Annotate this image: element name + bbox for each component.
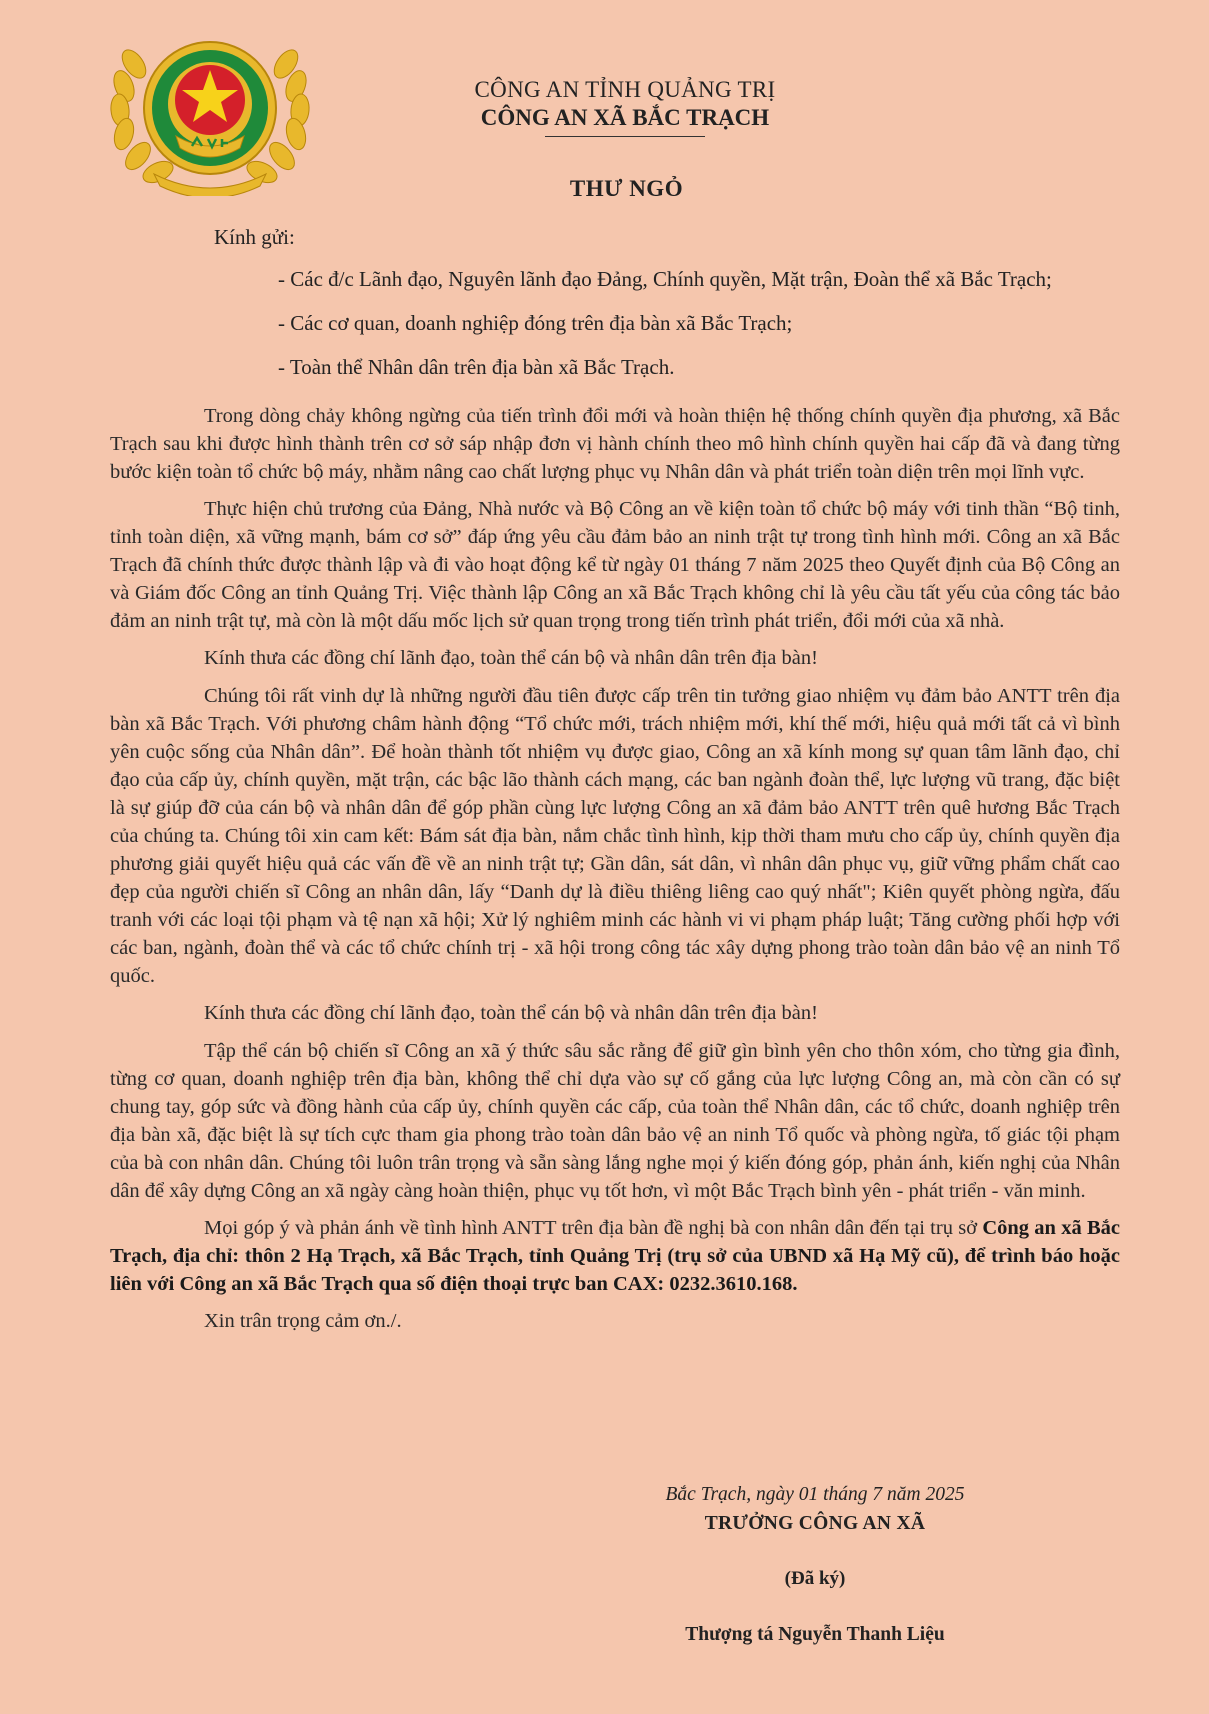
body-paragraph: Trong dòng chảy không ngừng của tiến trình đổi mới và hoàn thiện hệ thống chính quyền địa phương, xã Bắc Trạch sau khi được hình thành trên cơ sở sáp nhập đơn vị hành chính theo mô hình chính quyền hai cấp đã và đang từng bước kiện toàn tổ chức bộ máy, nhằm nâng cao chất lượng phục vụ Nhân dân và phát triển toàn diện trên mọi lĩnh vực. (110, 405, 1120, 483)
org-name: CÔNG AN XÃ BẮC TRẠCH (480, 105, 770, 130)
salutation-paragraph: Kính thưa các đồng chí lãnh đạo, toàn thể cán bộ và nhân dân trên địa bàn! (204, 647, 818, 669)
body-paragraph: Thực hiện chủ trương của Đảng, Nhà nước và Bộ Công an về kiện toàn tổ chức bộ máy với tinh thần “Bộ tinh, tỉnh toàn diện, xã vững mạnh, bám cơ sở” đáp ứng yêu cầu đảm bảo an ninh trật tự trong tình hình mới. Công an xã Bắc Trạch đã chính thức được thành lập và đi vào hoạt động kể từ ngày 01 tháng 7 năm 2025 theo Quyết định của Bộ Công an và Giám đốc Công an tỉnh Quảng Trị. Việc thành lập Công an xã Bắc Trạch không chỉ là yêu cầu tất yếu của công tác bảo đảm an ninh trật tự, mà còn là một dấu mốc lịch sử quan trọng trong tiến trình phát triển, đổi mới của xã nhà. (110, 498, 1120, 632)
police-emblem-icon (104, 24, 316, 196)
letter-body (110, 402, 1120, 1344)
org-parent: CÔNG AN TỈNH QUẢNG TRỊ (474, 77, 776, 102)
document-title: THƯ NGỎ (569, 176, 684, 201)
contact-details: Công an xã Bắc Trạch, địa chỉ: thôn 2 Hạ Trạch, xã Bắc Trạch, tỉnh Quảng Trị (trụ sở của UBND xã Hạ Mỹ cũ), để trình báo hoặc liên với Công an xã Bắc Trạch qua số điện thoại trực ban CAX: 0232.3610.168. (110, 1217, 1120, 1295)
body-paragraph: Chúng tôi rất vinh dự là những người đầu tiên được cấp trên tin tưởng giao nhiệm vụ đảm bảo ANTT trên địa bàn xã Bắc Trạch. Với phương châm hành động “Tổ chức mới, trách nhiệm mới, khí thế mới, hiệu quả mới tất cả vì bình yên cuộc sống của Nhân dân”. Để hoàn thành tốt nhiệm vụ được giao, Công an xã kính mong sự quan tâm lãnh đạo, chỉ đạo của cấp ủy, chính quyền, mặt trận, các bậc lão thành cách mạng, các ban ngành đoàn thể, lực lượng vũ trang, đặc biệt là sự giúp đỡ của cán bộ và nhân dân để góp phần cùng lực lượng Công an xã đảm bảo ANTT trên quê hương Bắc Trạch của chúng ta. Chúng tôi xin cam kết: Bám sát địa bàn, nắm chắc tình hình, kịp thời tham mưu cho cấp ủy, chính quyền địa phương giải quyết hiệu quả các vấn đề về an ninh trật tự; Gần dân, sát dân, vì nhân dân phục vụ, giữ vững phẩm chất cao đẹp của người chiến sĩ Công an nhân dân, lấy “Danh dự là điều thiêng liêng cao quý nhất"; Kiên quyết phòng ngừa, đấu tranh với các loại tội phạm và tệ nạn xã hội; Xử lý nghiêm minh các hành vi vi phạm pháp luật; Tăng cường phối hợp với các ban, ngành, đoàn thể và các tổ chức chính trị - xã hội trong công tác xây dựng phong trào toàn dân bảo vệ an ninh Tổ quốc. (110, 685, 1120, 987)
document-header (400, 76, 850, 137)
header-divider (545, 136, 705, 137)
recipient-list (278, 267, 1052, 399)
contact-lead: Mọi góp ý và phản ánh về tình hình ANTT trên địa bàn đề nghị bà con nhân dân đến tại trụ sở (204, 1217, 983, 1239)
recipient-item: - Các đ/c Lãnh đạo, Nguyên lãnh đạo Đảng, Chính quyền, Mặt trận, Đoàn thể xã Bắc Trạch; (278, 267, 1052, 291)
recipient-item: - Toàn thể Nhân dân trên địa bàn xã Bắc Trạch. (278, 355, 675, 379)
recipient-item: - Các cơ quan, doanh nghiệp đóng trên địa bàn xã Bắc Trạch; (278, 311, 793, 335)
closing-line: Xin trân trọng cảm ơn./. (204, 1310, 402, 1332)
signature-title: TRƯỞNG CÔNG AN XÃ (704, 1513, 926, 1534)
signature-place-date: Bắc Trạch, ngày 01 tháng 7 năm 2025 (665, 1484, 965, 1505)
body-paragraph: Tập thể cán bộ chiến sĩ Công an xã ý thức sâu sắc rằng để giữ gìn bình yên cho thôn xóm, cho từng gia đình, từng cơ quan, doanh nghiệp trên địa bàn, không thể chỉ dựa vào sự cố gắng của lực lượng Công an, mà còn cần có sự chung tay, góp sức và đồng hành của cấp ủy, chính quyền các cấp, của toàn thể Nhân dân, các tổ chức, doanh nghiệp trên địa bàn xã, đặc biệt là sự tích cực tham gia phong trào toàn dân bảo vệ an ninh Tổ quốc và phòng ngừa, tố giác tội phạm của bà con nhân dân. Chúng tôi luôn trân trọng và sẵn sàng lắng nghe mọi ý kiến đóng góp, phản ánh, kiến nghị của Nhân dân để xây dựng Công an xã ngày càng hoàn thiện, phục vụ tốt hơn, vì một Bắc Trạch bình yên - phát triển - văn minh. (110, 1040, 1120, 1202)
greeting: Kính gửi: (214, 225, 295, 249)
contact-paragraph (110, 1214, 1120, 1298)
signature-signed-note: (Đã ký) (784, 1568, 846, 1589)
salutation-paragraph: Kính thưa các đồng chí lãnh đạo, toàn thể cán bộ và nhân dân trên địa bàn! (204, 1002, 818, 1024)
signature-signer-name: Thượng tá Nguyễn Thanh Liệu (685, 1624, 945, 1645)
